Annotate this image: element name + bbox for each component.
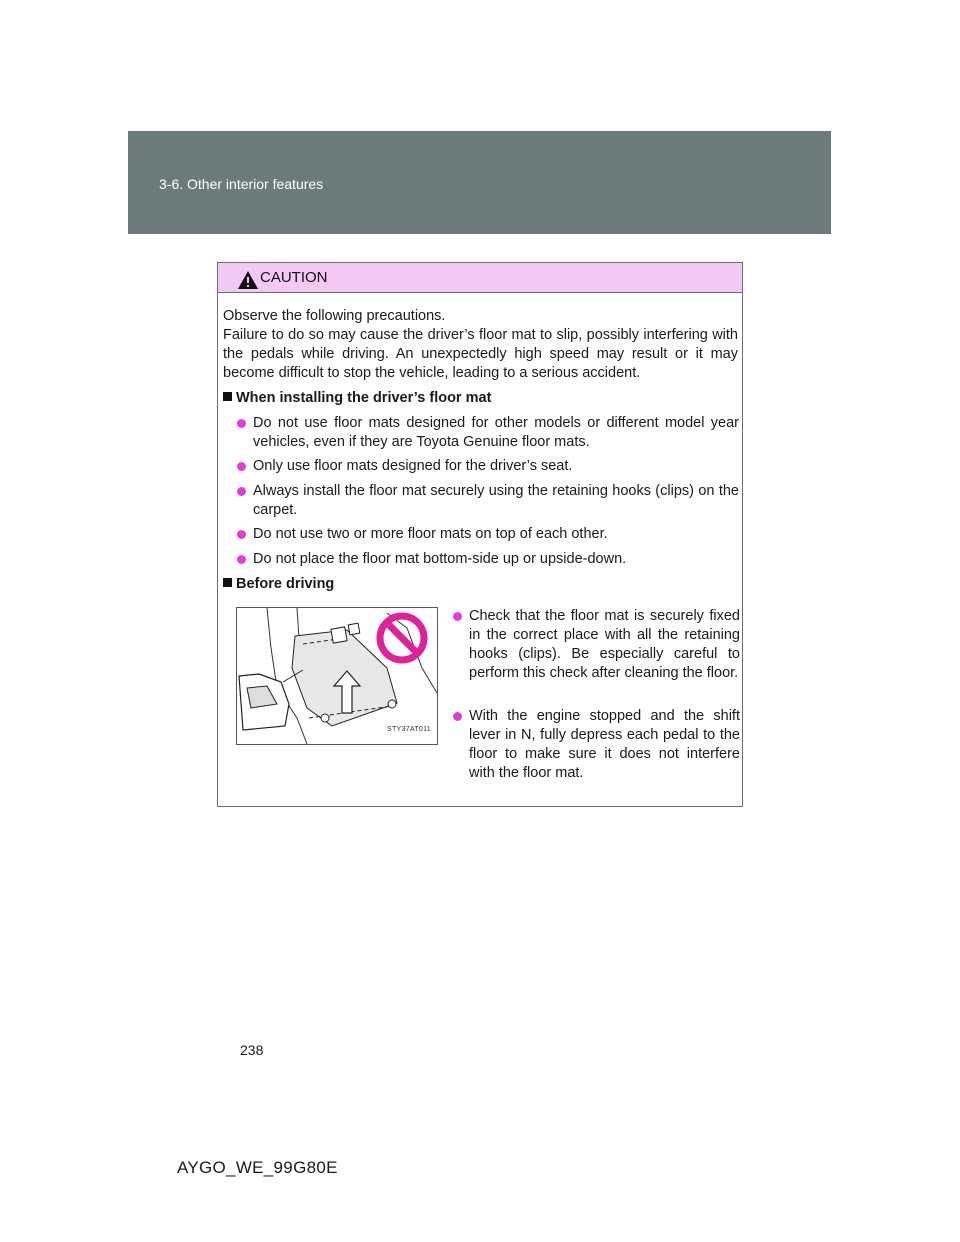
- section-title: 3-6. Other interior features: [159, 176, 324, 192]
- list-item: Do not use floor mats designed for other models or different model year vehicles, even if they are Toyota Genuine floor mats.: [237, 414, 739, 452]
- list-item: Do not place the floor mat bottom-side up or upside-down.: [237, 550, 739, 569]
- list-item: Do not use two or more floor mats on top of each other.: [237, 525, 739, 544]
- square-bullet-icon: [223, 578, 232, 587]
- list-item: With the engine stopped and the shift lever in N, fully depress each pedal to the floor to make sure it does not interfere with the floor mat.: [453, 707, 740, 783]
- intro-line-1: Observe the following precautions.: [223, 308, 446, 324]
- caution-header: [218, 263, 742, 293]
- bullet-dot-icon: [237, 487, 246, 496]
- section-heading-installing: When installing the driver’s floor mat: [223, 389, 491, 408]
- bullet-dot-icon: [453, 612, 462, 621]
- bullet-dot-icon: [237, 462, 246, 471]
- section-heading-before-driving: Before driving: [223, 575, 334, 594]
- bullet-dot-icon: [237, 530, 246, 539]
- bullet-dot-icon: [237, 419, 246, 428]
- list-item: Only use floor mats designed for the driver’s seat.: [237, 457, 739, 476]
- bullet-dot-icon: [237, 555, 246, 564]
- caution-label: CAUTION: [260, 269, 328, 286]
- square-bullet-icon: [223, 392, 232, 401]
- document-code: AYGO_WE_99G80E: [177, 1158, 338, 1177]
- floor-mat-illustration: [236, 607, 438, 745]
- section-header-band: [128, 131, 831, 234]
- bullet-dot-icon: [453, 712, 462, 721]
- warning-triangle-icon: [237, 270, 259, 290]
- figure-code: STY37AT011: [387, 726, 431, 733]
- intro-line-2: Failure to do so may cause the driver’s floor mat to slip, possibly interfering with the pedals while driving. An unexpectedly high speed may result or it may become difficult to stop the vehicle, leading to a serious accident.: [223, 327, 738, 381]
- caution-body: [218, 293, 742, 781]
- caution-box: [217, 262, 743, 807]
- list-item: Check that the floor mat is securely fixed in the correct place with all the retaining hooks (clips). Be especially careful to perform this check after cleaning the floor.: [453, 607, 740, 683]
- page-number: 238: [240, 1042, 264, 1058]
- caution-intro: [223, 307, 738, 383]
- list-item: Always install the floor mat securely using the retaining hooks (clips) on the carpet.: [237, 482, 739, 520]
